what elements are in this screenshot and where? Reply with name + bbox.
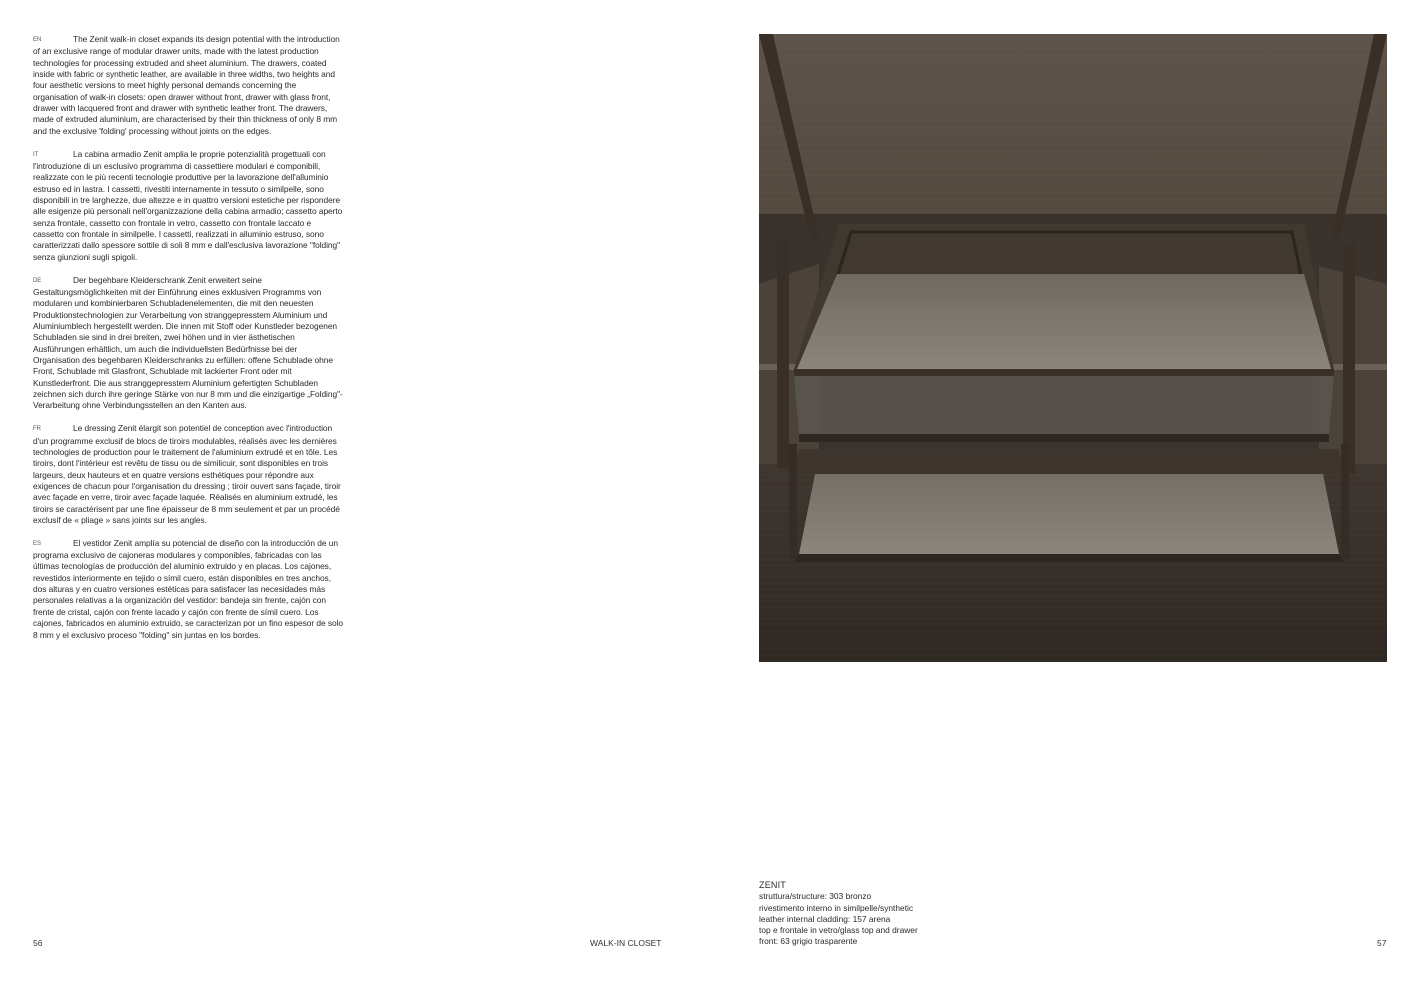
lang-tag-en: EN xyxy=(33,37,42,43)
lang-tag-fr: FR xyxy=(33,426,41,433)
paragraph-de xyxy=(33,275,343,412)
section-title: WALK-IN CLOSET xyxy=(590,938,662,948)
caption-line: struttura/structure: 303 bronzo xyxy=(759,891,872,902)
paragraph-es xyxy=(33,538,343,641)
paragraph-fr-text: Le dressing Zenit élargit son potentiel de conception avec l'introduction d'un programme exclusif de blocs de tiroirs modulables, réalisés avec les dernières technologies de production pour le traitement de l'aluminium extrudé et en tôle. Les tiroirs, dont l'intérieur est revêtu de tissu ou de similicuir, sont disponibles en trois largeurs, deux hauteurs et en quatre versions esthétiques pour répondre aux exigences de chacun pour l'organisation du dressing ; tiroir ouvert sans façade, tiroir avec façade en verre, tiroir avec façade laquée. Réalisés en aluminium extrudé, les tiroirs se caractérisent par une fine épaisseur de 8 mm seulement et par un procédé exclusif de « pliage » sans joints sur les angles. xyxy=(33,423,341,525)
caption-line: front: 63 grigio trasparente xyxy=(759,936,858,947)
paragraph-en xyxy=(33,34,343,137)
paragraph-es-text: El vestidor Zenit amplía su potencial de diseño con la introducción de un programa exclusivo de cajoneras modulares y componibles, fabricadas con las últimas tecnologías de producción del aluminio extruido y en placas. Los cajones, revestidos interiormente en tejido o símil cuero, están disponibles en tres anchos, dos alturas y en cuatro versiones estéticas para satisfacer las necesidades más personales relativas a la organización del vestidor: bandeja sin frente, cajón con frente de cristal, cajón con frente lacado y cajón con frente de símil cuero. Los cajones, fabricados en aluminio extruido, se caracterizan por un fino espesor de solo 8 mm y el exclusivo proceso "folding" sin juntas en los bordes. xyxy=(33,537,343,640)
product-caption xyxy=(759,880,949,948)
caption-line: rivestimento interno in similpelle/synthetic xyxy=(759,902,914,913)
drawer-glass-front xyxy=(794,376,1334,434)
product-photo xyxy=(759,34,1387,662)
drawer-top-fabric xyxy=(797,274,1331,369)
caption-line: leather internal cladding: 157 arena xyxy=(759,913,891,924)
page-number-right: 57 xyxy=(1377,938,1387,948)
paragraph-de-text: Der begehbare Kleiderschrank Zenit erweitert seine Gestaltungsmöglichkeiten mit der Einführung eines exklusiven Programms von modularen und kombinierbaren Schubladenelementen, die mit den neuesten Produktionstechnologien zur Verarbeitung von stranggepresstem Aluminium und Aluminiumblech hergestellt werden. Die innen mit Stoff oder Kunstleder bezogenen Schubladen sie sind in drei breiten, zwei höhen und in vier ästhetischen Ausführungen erhältlich, um auch die individuellsten Bedürfnisse bei der Organisation des begehbaren Kleiderschranks zu erfüllen: offene Schublade ohne Front, Schublade mit Glasfront, Schublade mit lackierter Front oder mit Kunstlederfront. Die aus stranggepresstem Aluminium gefertigten Schubladen zeichnen sich durch ihre geringe Stärke von nur 8 mm und die einzigartige „Folding"-Verarbeitung ohne Verbindungsstellen an den Kanten aus. xyxy=(33,274,343,411)
paragraph-en-text: The Zenit walk-in closet expands its design potential with the introduction of an exclusive range of modular drawer units, made with the latest production technologies for processing extruded and sheet aluminium. The drawers, coated inside with fabric or synthetic leather, are available in three widths, two heights and four aesthetic versions to meet highly personal demands concerning the organisation of walk-in closets: open drawer without front, drawer with glass front, drawer with lacquered front and drawer with synthetic leather front. The drawers, made of extruded aluminium, are characterised by their thin thickness of only 8 mm and the exclusive 'folding' processing without joints on the edges. xyxy=(33,34,340,136)
paragraph-fr xyxy=(33,423,343,526)
text-column xyxy=(33,34,343,652)
page-number-left: 56 xyxy=(33,938,43,948)
paragraph-it-text: La cabina armadio Zenit amplia le proprie potenzialità progettuali con l'introduzione di un esclusivo programma di cassettiere modulari e componibili, realizzate con le più recenti tecnologie produttive per la lavorazione dell'alluminio estruso ed in lastra. I cassetti, rivestiti internamente in tessuto o similpelle, sono disponibili in tre larghezze, due altezze e in quattro versioni estetiche per rispondere alle esigenze più personali nell'organizzazione della cabina armadio; cassetto aperto senza frontale, cassetto con frontale in vetro, cassetto con frontale laccato e cassetto con frontale in similpelle. I cassetti, realizzati in alluminio estruso, sono caratterizzati dallo spessore sottile di soli 8 mm e dall'esclusiva lavorazione "folding" senza giunzioni sugli spigoli. xyxy=(33,148,343,262)
lang-tag-it: IT xyxy=(33,151,39,158)
lang-tag-de: DE xyxy=(33,277,42,284)
lang-tag-es: ES xyxy=(33,540,41,547)
caption-title: ZENIT xyxy=(759,880,786,890)
drawer-illustration xyxy=(759,34,1387,662)
caption-line: top e frontale in vetro/glass top and drawer xyxy=(759,925,918,936)
paragraph-it xyxy=(33,149,343,263)
